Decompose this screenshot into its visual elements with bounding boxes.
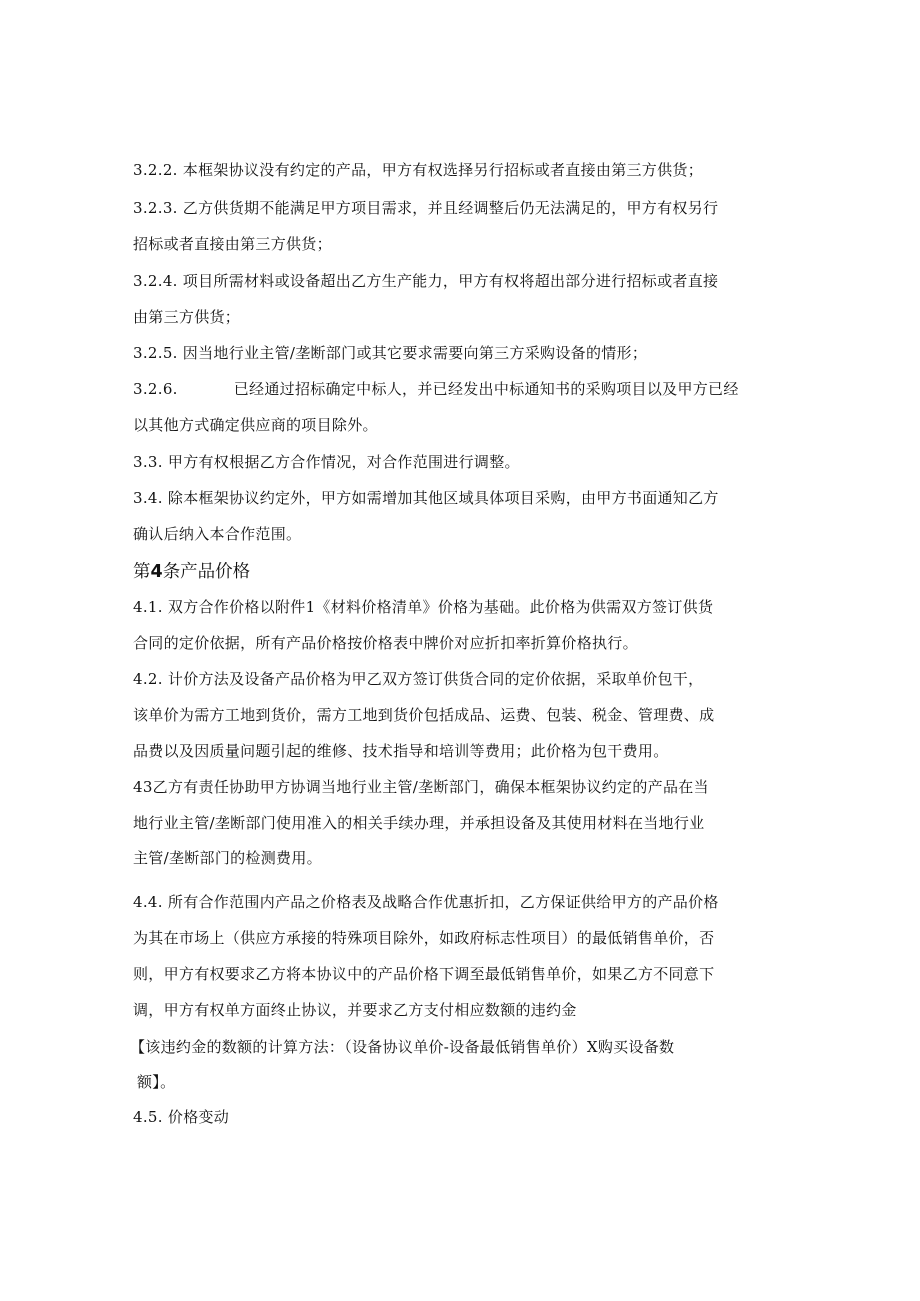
clause-3-2-6-line-2: 以其他方式确定供应商的项目除外。: [133, 416, 378, 434]
clause-3-2-2: 3.2.2. 本框架协议没有约定的产品，甲方有权选择另行招标或者直接由第三方供货；: [133, 161, 704, 179]
clause-3-2-6-line-1: [133, 379, 739, 399]
clause-4-3-line-2: 地行业主管/垄断部门使用准入的相关手续办理，并承担设备及其使用材料在当地行业: [133, 814, 705, 832]
clause-number: 3.2.6.: [133, 380, 178, 398]
clause-4-1-line-1: 4.1. 双方合作价格以附件1《材料价格清单》价格为基础。此价格为供需双方签订供货: [133, 598, 714, 616]
clause-4-3-line-3: 主管/垄断部门的检测费用。: [133, 849, 322, 867]
section-heading: 第4条产品价格: [133, 562, 251, 582]
clause-4-4-line-3: 则，甲方有权要求乙方将本协议中的产品价格下调至最低销售单价，如果乙方不同意下: [133, 965, 715, 983]
clause-3-2-5: 3.2.5. 因当地行业主管/垄断部门或其它要求需要向第三方采购设备的情形；: [133, 344, 648, 362]
clause-4-1-line-2: 合同的定价依据，所有产品价格按价格表中牌价对应折扣率折算价格执行。: [133, 634, 638, 652]
clause-3-4-line-1: 3.4. 除本框架协议约定外，甲方如需增加其他区域具体项目采购，由甲方书面通知乙方: [133, 489, 719, 507]
clause-4-5: 4.5. 价格变动: [133, 1108, 230, 1126]
clause-4-3-line-1: 43乙方有责任协助甲方协调当地行业主管/垄断部门，确保本框架协议约定的产品在当: [133, 778, 709, 796]
clause-3-2-4-line-2: 由第三方供货；: [133, 308, 241, 326]
clause-4-4-line-4: 调，甲方有权单方面终止协议，并要求乙方支付相应数额的违约金: [133, 1001, 577, 1019]
clause-3-3: 3.3. 甲方有权根据乙方合作情况，对合作范围进行调整。: [133, 453, 520, 471]
clause-text: 已经通过招标确定中标人，并已经发出中标通知书的采购项目以及甲方已经: [233, 380, 739, 398]
clause-4-2-line-1: 4.2. 计价方法及设备产品价格为甲乙双方签订供货合同的定价依据，采取单价包干，: [133, 670, 704, 688]
clause-4-4-line-1: 4.4. 所有合作范围内产品之价格表及战略合作优惠折扣，乙方保证供给甲方的产品价格: [133, 893, 719, 911]
clause-3-2-3-line-1: 3.2.3. 乙方供货期不能满足甲方项目需求，并且经调整后仍无法满足的，甲方有权另行: [133, 199, 719, 217]
clause-3-2-3-line-2: 招标或者直接由第三方供货；: [133, 235, 332, 253]
clause-4-2-line-3: 品费以及因质量问题引起的维修、技术指导和培训等费用；此价格为包干费用。: [133, 742, 669, 760]
clause-4-4-line-5: 【该违约金的数额的计算方法：（设备协议单价-设备最低销售单价）X购买设备数: [130, 1038, 675, 1056]
clause-3-2-4-line-1: 3.2.4. 项目所需材料或设备超出乙方生产能力，甲方有权将超出部分进行招标或者直接: [133, 272, 719, 290]
clause-4-4-line-6: 额】。: [137, 1073, 176, 1091]
clause-4-2-line-2: 该单价为需方工地到货价，需方工地到货价包括成品、运费、包装、税金、管理费、成: [133, 706, 715, 724]
clause-4-4-line-2: 为其在市场上（供应方承接的特殊项目除外，如政府标志性项目）的最低销售单价，否: [133, 929, 715, 947]
clause-3-4-line-2: 确认后纳入本合作范围。: [133, 525, 302, 543]
